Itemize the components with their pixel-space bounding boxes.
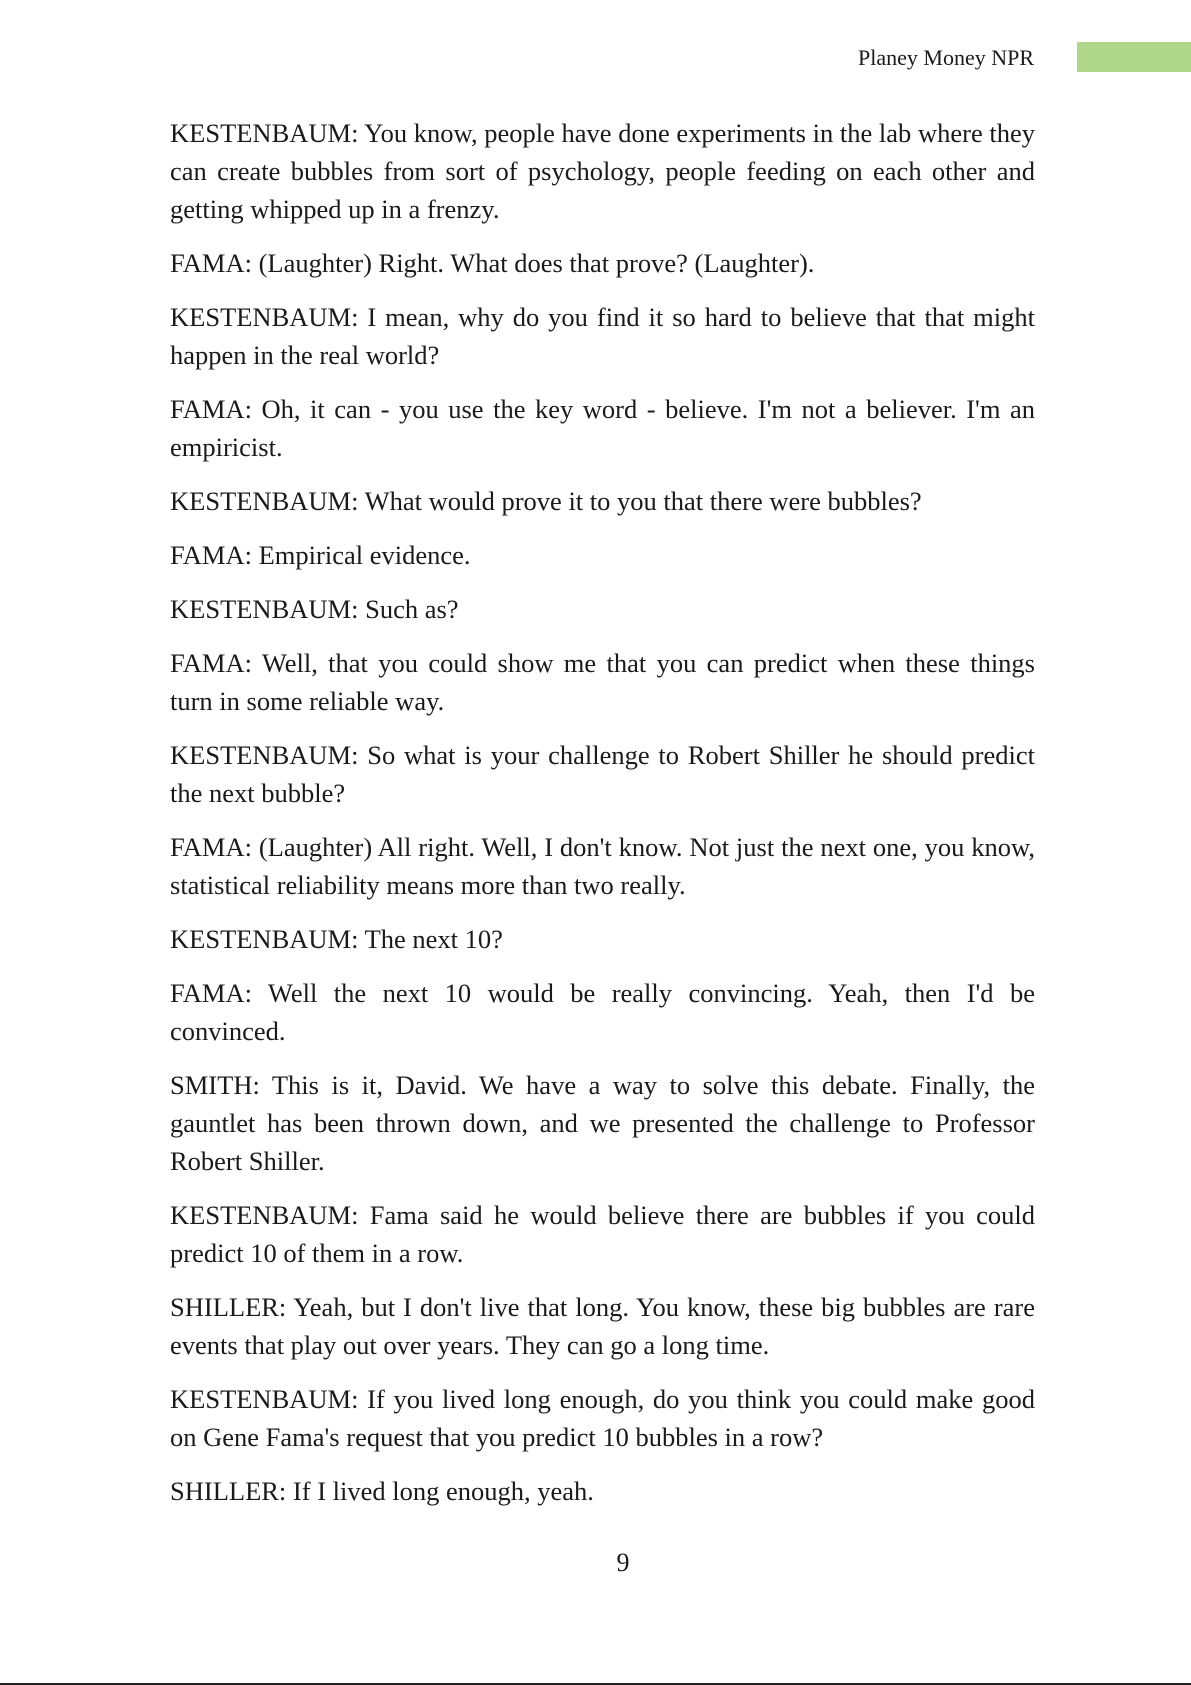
paragraph-kestenbaum-experiments: KESTENBAUM: You know, people have done experiments in the lab where they can create bubbles from sort of psychology, people feeding on each other and getting whipped up in a frenzy. — [170, 118, 1035, 224]
paragraph-kestenbaum-prove: KESTENBAUM: What would prove it to you that there were bubbles? — [170, 486, 922, 516]
paragraph-kestenbaum-challenge: KESTENBAUM: So what is your challenge to Robert Shiller he should predict the next bubble? — [170, 740, 1035, 808]
paragraph-kestenbaum-such-as: KESTENBAUM: Such as? — [170, 594, 459, 624]
paragraph-kestenbaum-fama-said: KESTENBAUM: Fama said he would believe there are bubbles if you could predict 10 of them in a row. — [170, 1200, 1035, 1268]
transcript-body — [170, 114, 1035, 1526]
paragraph-shiller-yeah: SHILLER: If I lived long enough, yeah. — [170, 1476, 594, 1506]
paragraph-fama-evidence: FAMA: Empirical evidence. — [170, 540, 471, 570]
paragraph-fama-empiricist: FAMA: Oh, it can - you use the key word - believe. I'm not a believer. I'm an empiricist. — [170, 394, 1035, 462]
running-header-title: Planey Money NPR — [858, 45, 1034, 70]
paragraph-kestenbaum-lived-long: KESTENBAUM: If you lived long enough, do you think you could make good on Gene Fama's request that you predict 10 bubbles in a row? — [170, 1384, 1035, 1452]
paragraph-fama-reliability: FAMA: (Laughter) All right. Well, I don't know. Not just the next one, you know, statistical reliability means more than two really. — [170, 832, 1035, 900]
paragraph-shiller-rare-events: SHILLER: Yeah, but I don't live that long. You know, these big bubbles are rare events that play out over years. They can go a long time. — [170, 1292, 1035, 1360]
page-number: 9 — [616, 1548, 630, 1577]
paragraph-fama-convinced: FAMA: Well the next 10 would be really convincing. Yeah, then I'd be convinced. — [170, 978, 1035, 1046]
header-accent-bar — [1077, 42, 1191, 72]
paragraph-kestenbaum-next-10: KESTENBAUM: The next 10? — [170, 924, 503, 954]
paragraph-smith-gauntlet: SMITH: This is it, David. We have a way to solve this debate. Finally, the gauntlet has been thrown down, and we presented the challenge to Professor Robert Shiller. — [170, 1070, 1035, 1176]
paragraph-kestenbaum-real-world: KESTENBAUM: I mean, why do you find it so hard to believe that that might happen in the real world? — [170, 302, 1035, 370]
paragraph-fama-laughter: FAMA: (Laughter) Right. What does that prove? (Laughter). — [170, 248, 815, 278]
paragraph-fama-predict: FAMA: Well, that you could show me that you can predict when these things turn in some reliable way. — [170, 648, 1035, 716]
